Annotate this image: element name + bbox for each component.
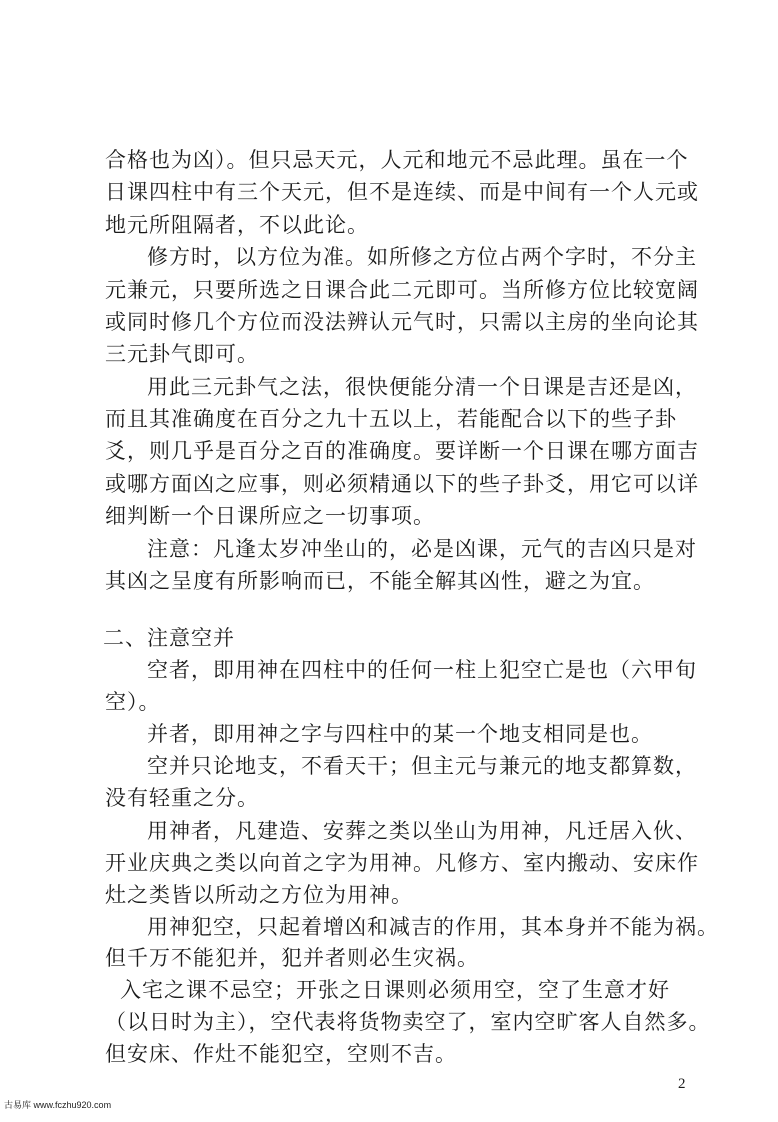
footer-site: 古易库 [4,1100,32,1110]
text-line-7: 三元卦气即可。 [105,342,259,366]
text-line-18: 并者，即用神之字与四柱中的某一个地支相同是也。 [147,722,653,746]
text-line-8: 用此三元卦气之法，很快便能分清一个日课是吉还是凶， [147,375,697,399]
text-line-17: 空）。 [105,690,161,714]
text-line-13: 注意：凡逢太岁冲坐山的，必是凶课，元气的吉凶只是对 [147,537,697,561]
text-line-26: 入宅之课不忌空；开张之日课则必须用空，空了生意才好 [120,978,670,1002]
text-line-5: 元兼元，只要所选之日课合此二元即可。当所修方位比较宽阔 [105,278,699,302]
text-line-14: 其凶之呈度有所影响而已，不能全解其凶性，避之为宜。 [105,569,655,593]
page-number: 2 [678,1076,686,1092]
section-heading: 二、注意空并 [103,626,235,650]
text-line-2: 日课四柱中有三个天元，但不是连续、而是中间有一个人元或 [105,180,699,204]
text-line-28: 但安床、作灶不能犯空，空则不吉。 [105,1042,457,1066]
text-line-19: 空并只论地支，不看天干；但主元与兼元的地支都算数， [147,754,697,778]
text-line-11: 或哪方面凶之应事，则必须精通以下的些子卦爻，用它可以详 [105,472,699,496]
text-line-4: 修方时，以方位为准。如所修之方位占两个字时，不分主 [147,245,697,269]
text-line-21: 用神者，凡建造、安葬之类以坐山为用神，凡迁居入伙、 [147,819,697,843]
text-line-16: 空者，即用神在四柱中的任何一柱上犯空亡是也（六甲旬 [147,658,697,682]
text-line-25: 但千万不能犯并，犯并者则必生灾祸。 [105,946,479,970]
text-line-23: 灶之类皆以所动之方位为用神。 [105,883,413,907]
text-line-12: 细判断一个日课所应之一切事项。 [105,504,435,528]
footer-url[interactable]: www.fczhu920.com [33,1100,112,1110]
footer [4,1098,111,1111]
text-line-9: 而且其准确度在百分之九十五以上，若能配合以下的些子卦 [105,407,677,431]
text-line-27: （以日时为主），空代表将货物卖空了，室内空旷客人自然多。 [105,1010,711,1034]
text-line-24: 用神犯空，只起着增凶和减吉的作用，其本身并不能为祸。 [147,915,719,939]
text-line-1: 合格也为凶）。但只忌天元，人元和地元不忌此理。虽在一个 [105,148,689,172]
text-line-20: 没有轻重之分。 [105,786,259,810]
text-line-3: 地元所阻隔者，不以此论。 [105,213,369,237]
text-line-10: 爻，则几乎是百分之百的准确度。要详断一个日课在哪方面吉 [105,439,699,463]
text-line-6: 或同时修几个方位而没法辨认元气时，只需以主房的坐向论其 [105,310,699,334]
text-line-22: 开业庆典之类以向首之字为用神。凡修方、室内搬动、安床作 [105,851,699,875]
